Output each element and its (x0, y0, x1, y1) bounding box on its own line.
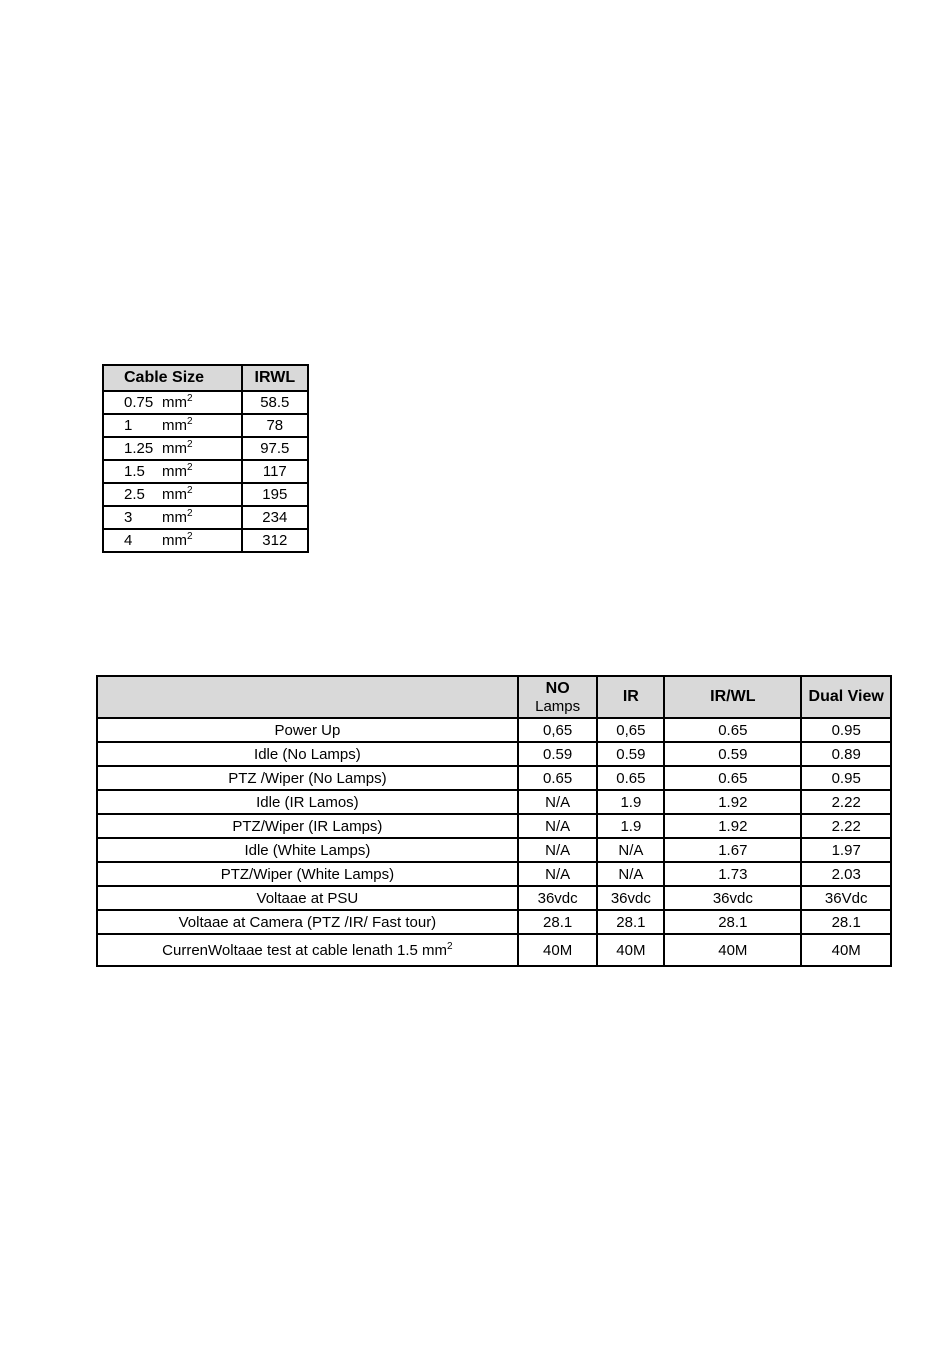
value-cell: 40M (664, 934, 801, 966)
value-cell: 0.59 (518, 742, 598, 766)
row-label: Idle (IR Lamos) (256, 793, 359, 811)
unit-label: mm (162, 417, 187, 434)
header-cell-no-lamps (518, 676, 598, 718)
power-table-row (97, 886, 891, 910)
value-cell: 0.95 (801, 766, 891, 790)
value-cell: 1.97 (801, 838, 891, 862)
row-label-cell (97, 934, 518, 966)
value-cell: 28.1 (801, 910, 891, 934)
power-table-row (97, 718, 891, 742)
cable-size-value: 3 (124, 509, 133, 526)
value-cell: 1.92 (664, 814, 801, 838)
value-cell: 0,65 (518, 718, 598, 742)
row-label: Power Up (274, 721, 341, 739)
power-consumption-table (96, 675, 892, 967)
header-cell-irwl: IR/WL (664, 676, 801, 718)
row-label: PTZ /Wiper (No Lamps) (228, 769, 387, 787)
row-label-cell (97, 838, 518, 862)
value-cell: 2.22 (801, 814, 891, 838)
unit-superscript: 2 (187, 531, 193, 542)
value-cell: 0,65 (597, 718, 664, 742)
unit-label: mm (162, 463, 187, 480)
cable-size-value: 1.5 (124, 463, 145, 480)
unit-superscript: 2 (187, 393, 193, 404)
row-label-cell (97, 910, 518, 934)
value-cell: 0.59 (597, 742, 664, 766)
row-label: PTZ/Wiper (White Lamps) (220, 865, 395, 883)
value-cell: 36Vdc (801, 886, 891, 910)
header-main: NO (545, 679, 570, 697)
value-cell: 36vdc (518, 886, 598, 910)
power-table-row (97, 766, 891, 790)
unit-superscript: 2 (187, 416, 193, 427)
cable-size-cell (103, 391, 242, 414)
value-cell: 40M (597, 934, 664, 966)
irwl-header: IRWL (242, 365, 308, 391)
row-label: PTZ/Wiper (IR Lamps) (232, 817, 383, 835)
irwl-value-cell: 58.5 (242, 391, 308, 414)
power-table-row (97, 742, 891, 766)
value-cell: 1.73 (664, 862, 801, 886)
irwl-value-cell: 78 (242, 414, 308, 437)
row-label-cell (97, 814, 518, 838)
unit-label: mm (162, 532, 187, 549)
cable-table-row (103, 506, 308, 529)
cable-size-header: Cable Size (103, 365, 242, 391)
value-cell: 0.65 (518, 766, 598, 790)
value-cell: 0.95 (801, 718, 891, 742)
power-table-header-row (97, 676, 891, 718)
power-table-row (97, 862, 891, 886)
cable-size-value: 1 (124, 417, 133, 434)
value-cell: N/A (518, 838, 598, 862)
cable-table-row (103, 414, 308, 437)
unit-label: mm (162, 394, 187, 411)
irwl-value-cell: 312 (242, 529, 308, 552)
value-cell: N/A (518, 862, 598, 886)
row-label-cell (97, 862, 518, 886)
cable-size-cell (103, 529, 242, 552)
value-cell: N/A (597, 838, 664, 862)
value-cell: 2.22 (801, 790, 891, 814)
irwl-value-cell: 234 (242, 506, 308, 529)
row-label-superscript: 2 (447, 940, 453, 952)
header-cell-blank (97, 676, 518, 718)
value-cell: 36vdc (597, 886, 664, 910)
value-cell: 0.65 (597, 766, 664, 790)
row-label-cell (97, 718, 518, 742)
cable-size-table (102, 364, 309, 553)
cable-size-cell (103, 437, 242, 460)
value-cell: 28.1 (518, 910, 598, 934)
cable-table-row (103, 391, 308, 414)
unit-superscript: 2 (187, 439, 193, 450)
irwl-value-cell: 97.5 (242, 437, 308, 460)
row-label: Idle (White Lamps) (244, 841, 371, 859)
cable-table-row (103, 529, 308, 552)
row-label-cell (97, 790, 518, 814)
value-cell: 2.03 (801, 862, 891, 886)
value-cell: 0.89 (801, 742, 891, 766)
unit-superscript: 2 (187, 485, 193, 496)
value-cell: 1.92 (664, 790, 801, 814)
power-table-row (97, 934, 891, 966)
row-label-cell (97, 742, 518, 766)
unit-superscript: 2 (187, 508, 193, 519)
cable-size-cell (103, 506, 242, 529)
cable-size-cell (103, 414, 242, 437)
header-sub: Lamps (535, 697, 581, 715)
value-cell: 0.59 (664, 742, 801, 766)
power-table-row (97, 838, 891, 862)
power-table-row (97, 790, 891, 814)
value-cell: 1.67 (664, 838, 801, 862)
row-label-cell (97, 886, 518, 910)
row-label-cell (97, 766, 518, 790)
value-cell: N/A (597, 862, 664, 886)
row-label: Voltaae at PSU (256, 889, 359, 907)
header-cell-ir: IR (597, 676, 664, 718)
power-table-row (97, 814, 891, 838)
row-label: Idle (No Lamps) (254, 745, 361, 763)
row-label: Voltaae at Camera (PTZ /IR/ Fast tour) (178, 913, 437, 931)
value-cell: 40M (801, 934, 891, 966)
cable-size-value: 0.75 (124, 394, 154, 411)
cable-size-value: 2.5 (124, 486, 145, 503)
irwl-value-cell: 195 (242, 483, 308, 506)
unit-label: mm (162, 509, 187, 526)
unit-superscript: 2 (187, 462, 193, 473)
value-cell: 36vdc (664, 886, 801, 910)
value-cell: N/A (518, 814, 598, 838)
value-cell: 0.65 (664, 766, 801, 790)
value-cell: 28.1 (597, 910, 664, 934)
value-cell: 28.1 (664, 910, 801, 934)
value-cell: N/A (518, 790, 598, 814)
header-cell-dual-view: Dual View (801, 676, 891, 718)
value-cell: 0.65 (664, 718, 801, 742)
power-table-row (97, 910, 891, 934)
cable-size-value: 4 (124, 532, 133, 549)
unit-label: mm (162, 440, 187, 457)
cable-size-cell (103, 460, 242, 483)
value-cell: 40M (518, 934, 598, 966)
unit-label: mm (162, 486, 187, 503)
cable-table-row (103, 483, 308, 506)
row-label: CurrenWoltaae test at cable lenath 1.5 mm (162, 941, 448, 959)
irwl-value-cell: 117 (242, 460, 308, 483)
cable-size-cell (103, 483, 242, 506)
value-cell: 1.9 (597, 790, 664, 814)
cable-table-header-row (103, 365, 308, 391)
cable-table-row (103, 460, 308, 483)
value-cell: 1.9 (597, 814, 664, 838)
cable-size-value: 1.25 (124, 440, 154, 457)
cable-table-row (103, 437, 308, 460)
